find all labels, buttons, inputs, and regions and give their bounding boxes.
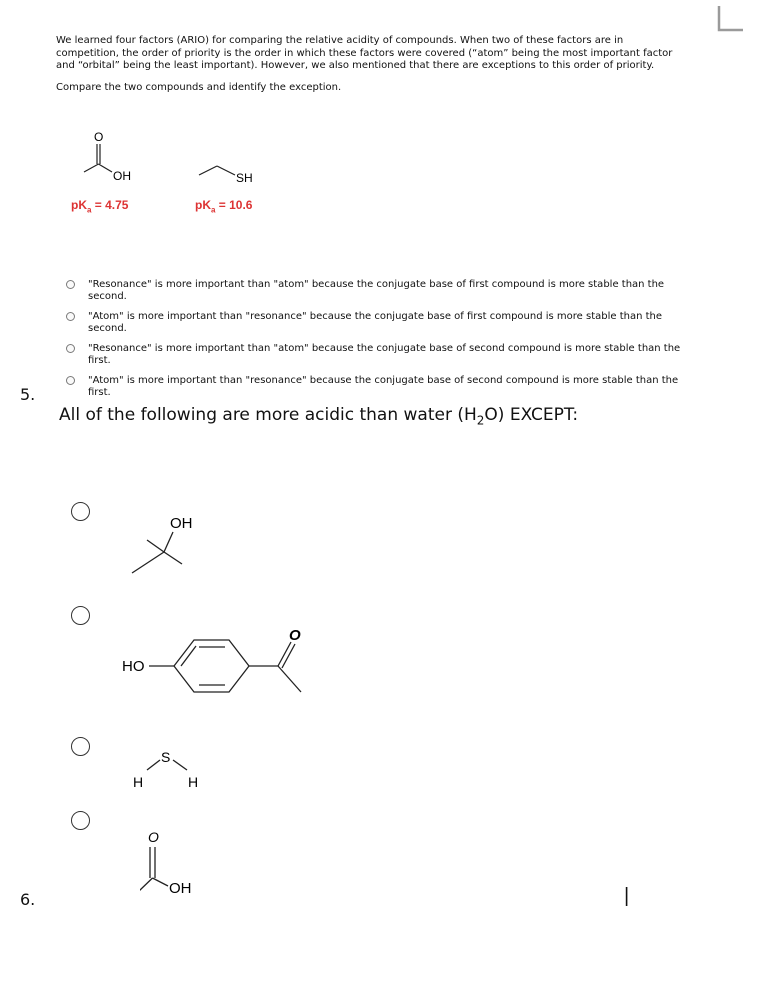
q5-choice-b-ho-label: HO [122,658,145,675]
q4-option-4-label: "Atom" is more important than "resonance" because the conjugate base of second compound is more stable than the first. [88,375,679,398]
question-4-prompt: Compare the two compounds and identify the exception. [56,82,342,93]
q5-choice-a-structure [120,508,210,578]
question-5-number: 5. [20,385,36,404]
compound-1-oh-label: OH [113,169,131,183]
q5-choice-d-structure [140,820,230,900]
q5-choice-c-structure [125,742,225,792]
q4-option-1-label: "Resonance" is more important than "atom" because the conjugate base of first compound is more stable than the second. [88,279,665,302]
q5-choice-a-radio[interactable] [71,502,90,521]
corner-bracket-icon [716,4,746,34]
q4-option-3-label: "Resonance" is more important than "atom" because the conjugate base of second compound is more stable than the first. [88,343,681,366]
q5-choice-b-radio[interactable] [71,606,90,625]
q4-option-3-radio[interactable] [66,344,75,353]
question-4-intro: We learned four factors (ARIO) for comparing the relative acidity of compounds. When two of these factors are in competition, the order of priority is the order in which these factors were covered (“atom” being the most important factor and “orbital” being the least important). However, we also mentioned that there are exceptions to this order of priority. [56,35,673,71]
compound-2-pka: $pK_a = 10.6$ [195,198,253,215]
q4-option-1-radio[interactable] [66,280,75,289]
q5-choice-b-o-label: O [289,627,301,644]
q5-choice-c-radio[interactable] [71,737,90,756]
q5-choice-d-radio[interactable] [71,811,90,830]
q4-option-2-label: "Atom" is more important than "resonance" because the conjugate base of first compound is more stable than the second. [88,311,663,334]
compound-2-sh-label: SH [236,171,253,185]
compound-1-pka: $pK_a = 4.75$ [71,198,129,215]
compound-2-structure [195,160,275,190]
q5-choice-b-structure [115,620,325,700]
svg-text:O: O [94,130,104,144]
compound-1-structure [70,128,150,188]
q5-choice-d-oh-label: OH [169,880,192,897]
q4-option-2-radio[interactable] [66,312,75,321]
q5-choice-a-oh-label: OH [170,515,193,532]
text-cursor: | [624,885,630,907]
q5-choice-c-h1-label: H [133,774,144,790]
q5-choice-c-h2-label: H [188,774,199,790]
q5-choice-c-s-label: S [161,749,171,765]
q4-option-4-radio[interactable] [66,376,75,385]
q5-choice-d-o-label: O [148,829,159,845]
question-5-text: All of the following are more acidic than water $(H_2O)$ EXCEPT: [59,405,579,428]
question-6-number: 6. [20,890,36,909]
